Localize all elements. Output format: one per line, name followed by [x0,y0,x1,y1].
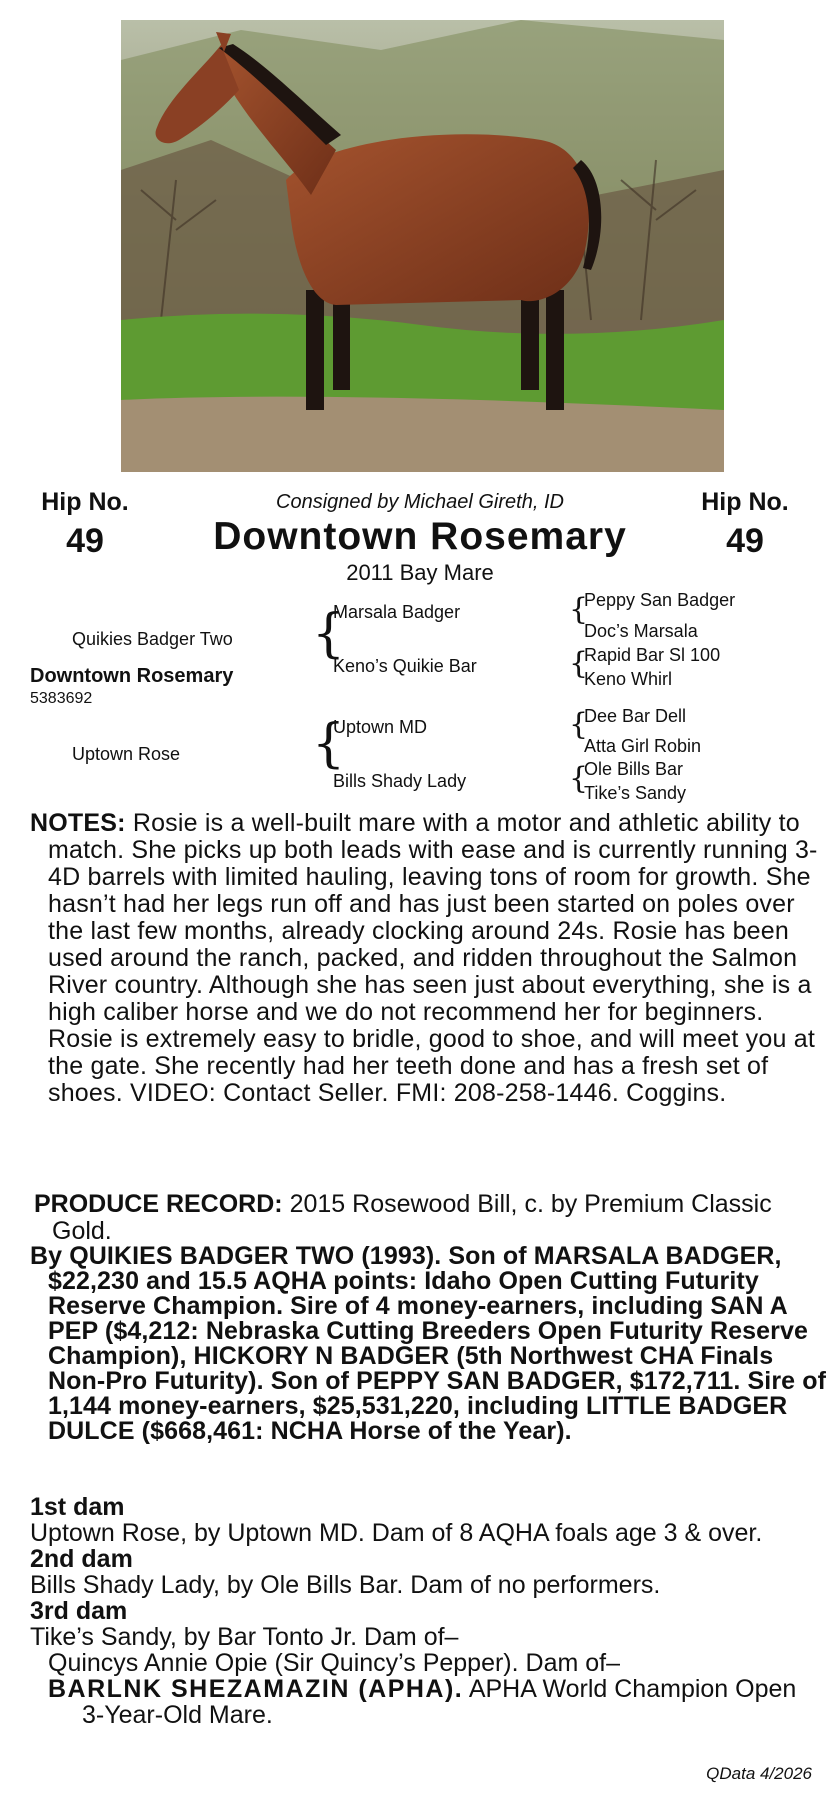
pedigree-ggp: Ole Bills Bar [584,759,684,779]
hip-label: Hip No. [41,488,129,516]
brace: { [569,592,589,627]
brace: { [312,714,346,774]
third-dam-heading: 3rd dam [30,1597,128,1625]
pedigree-sire: Quikies Badger Two [72,629,233,649]
horse-photo [121,20,724,472]
pedigree-ggp: Atta Girl Robin [584,736,702,756]
first-dam-heading: 1st dam [30,1493,125,1521]
grand-produce-text: APHA World Champion Open 3-Year-Old Mare. [82,1675,797,1729]
grand-produce [30,1676,816,1728]
pedigree-sire-sire: Marsala Badger [333,602,461,622]
second-dam-heading: 2nd dam [30,1545,133,1573]
third-dam-produce: Quincys Annie Opie (Sir Quincy’s Pepper). Dam of– [48,1649,621,1677]
notes-label: NOTES: [30,809,126,837]
grand-produce-name: BARLNK SHEZAMAZIN (APHA). [48,1675,464,1703]
produce-label: PRODUCE RECORD: [34,1190,283,1218]
pedigree-dam: Uptown Rose [72,744,181,764]
hip-label: Hip No. [701,488,789,516]
notes-section [30,810,834,1107]
notes-text: Rosie is a well-built mare with a motor and athletic ability to match. She picks up both leads with ease and is currently running 3-4D barrels with limited hauling, leaving tons of room for growth. She hasn’t had her legs run off and has just been started on poles over the last few months, already clocking around 24s. Rosie has been used around the ranch, packed, and ridden throughout the Salmon River country. Although she has seen just about everything, she is a high caliber horse and we do not recommend her for beginners. Rosie is extremely easy to bridle, good to shoe, and will meet you at the gate. She recently had her teeth done and has a fresh set of shoes. VIDEO: Contact Seller. FMI: 208-258-1446. Coggins. [48,809,818,1107]
brace: { [569,707,589,742]
horse-name-title: Downtown Rosemary [213,515,627,558]
first-dam-text: Uptown Rose, by Uptown MD. Dam of 8 AQHA foals age 3 & over. [30,1519,763,1547]
sire-info: By QUIKIES BADGER TWO (1993). Son of MARSALA BADGER, $22,230 and 15.5 AQHA points: Idaho Open Cutting Futurity Reserve Champion. Sire of 4 money-earners, including SAN A PEP ($4,212: Nebraska Cutting Breeders Open Futurity Reserve Champion), HICKORY N BADGER (5th Northwest CHA Finals Non-Pro Futurity). Son of PEPPY SAN BADGER, $172,711. Sire of 1,144 money-earners, $25,531,220, including LITTLE BADGER DULCE ($668,461: NCHA Horse of the Year). [30,1242,827,1445]
third-dam-text: Tike’s Sandy, by Bar Tonto Jr. Dam of– [30,1623,459,1651]
produce-record [30,1191,838,1245]
pedigree-horse-name: Downtown Rosemary [30,665,234,687]
hip-number-left [30,488,140,561]
footer-credit: QData 4/2026 [706,1764,812,1783]
hip-number: 49 [726,522,764,560]
hip-number: 49 [66,522,104,560]
pedigree-ggp: Doc’s Marsala [584,621,698,641]
pedigree-ggp: Peppy San Badger [584,590,736,610]
pedigree-sire-dam: Keno’s Quikie Bar [333,656,477,676]
pedigree-dam-dam: Bills Shady Lady [333,771,467,791]
second-dam-text: Bills Shady Lady, by Ole Bills Bar. Dam of no performers. [30,1571,661,1599]
pedigree-ggp: Tike’s Sandy [584,783,687,803]
registration-number: 5383692 [30,690,93,707]
brace: { [569,646,589,681]
consignor-line: Consigned by Michael Gireth, ID [276,491,564,513]
pedigree-ggp: Keno Whirl [584,669,673,689]
pedigree-ggp: Rapid Bar Sl 100 [584,645,721,665]
produce-text: 2015 Rosewood Bill, c. by Premium Classic Gold. [52,1190,772,1245]
pedigree-dam-sire: Uptown MD [333,717,428,737]
brace: { [312,604,346,664]
dam-section [30,1494,816,1728]
brace: { [569,761,589,796]
horse-description: 2011 Bay Mare [346,560,494,585]
hip-number-right [690,488,800,561]
pedigree-ggp: Dee Bar Dell [584,706,687,726]
